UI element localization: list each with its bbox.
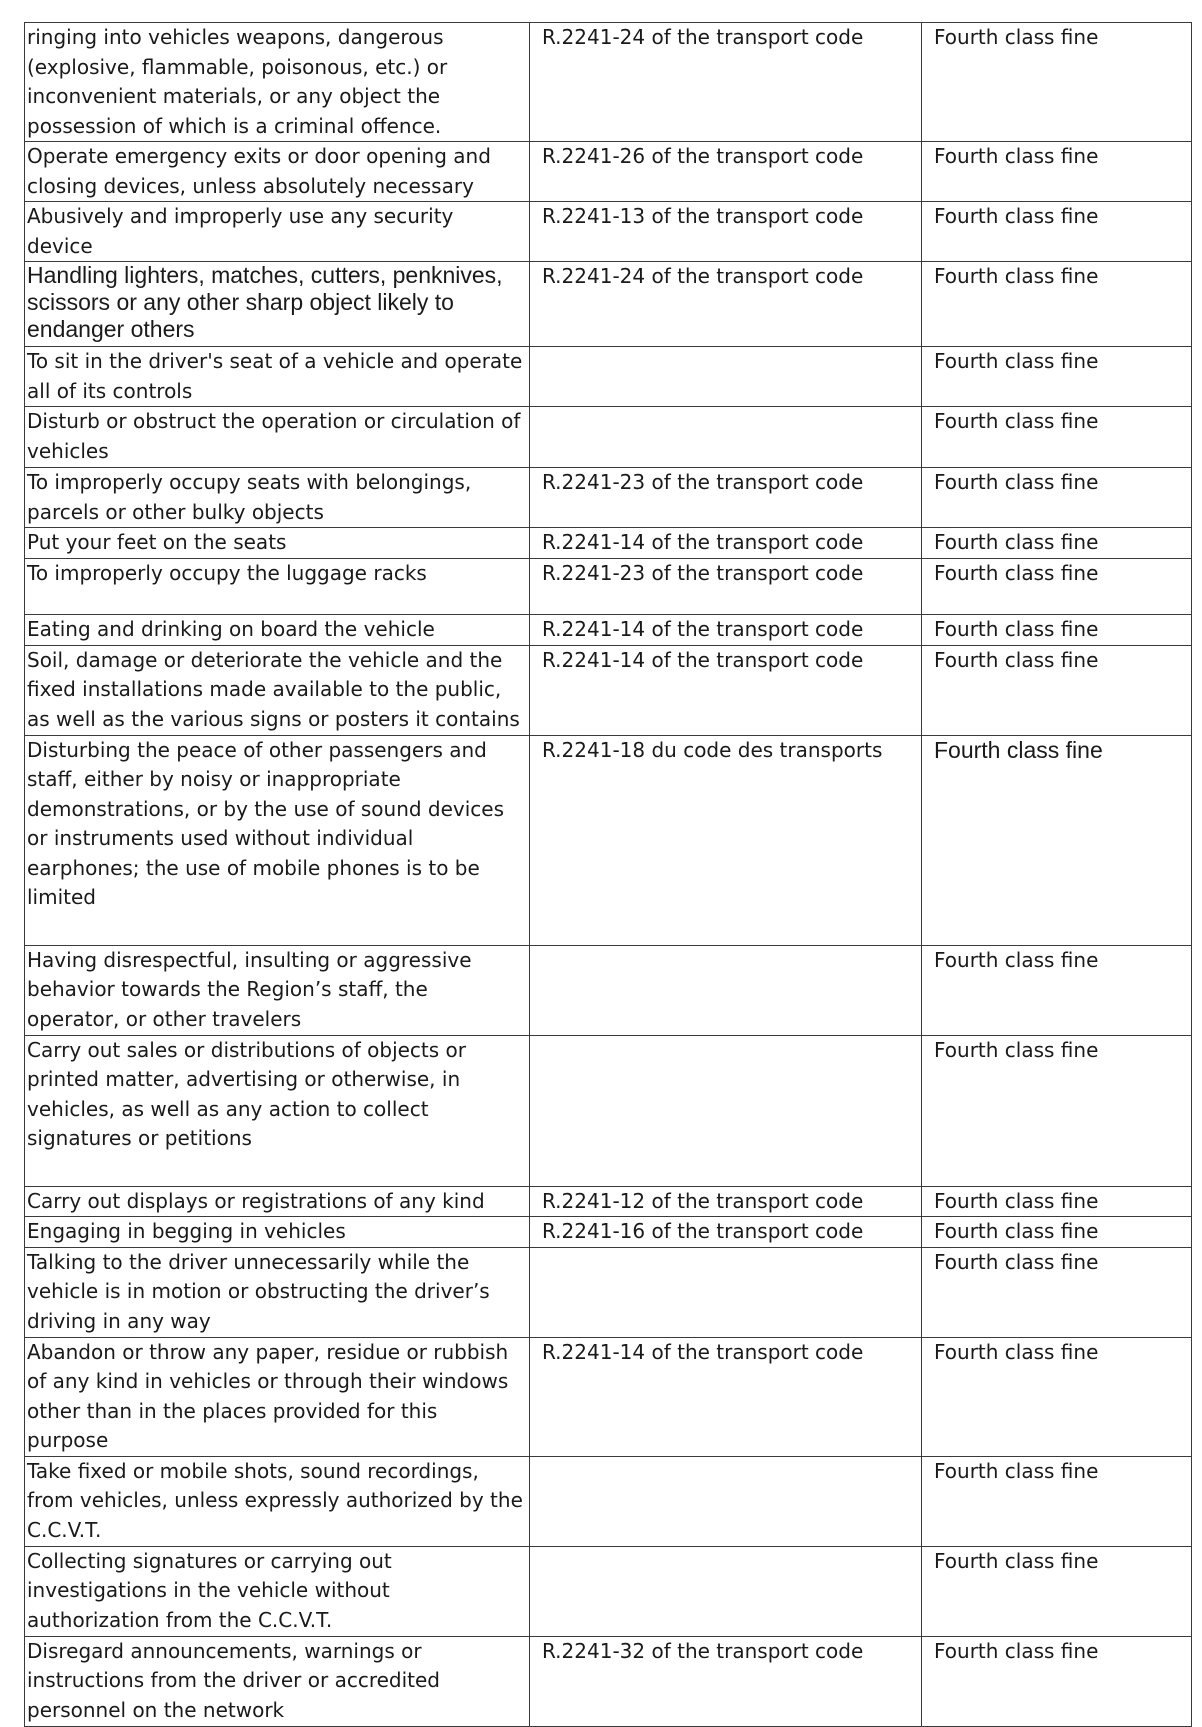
- table-row: [25, 1035, 1192, 1186]
- article-cell: R.2241-18 du code des transports: [530, 735, 922, 945]
- penalty-cell: Fourth class fine: [922, 1636, 1192, 1726]
- penalty-cell: Fourth class fine: [922, 407, 1192, 468]
- penalty-cell: Fourth class fine: [922, 202, 1192, 262]
- penalty-cell: Fourth class fine: [922, 645, 1192, 735]
- table-row: [25, 1636, 1192, 1726]
- penalty-cell: Fourth class fine: [922, 945, 1192, 1035]
- article-cell: R.2241-24 of the transport code: [530, 23, 922, 142]
- table-row: [25, 615, 1192, 646]
- article-cell: [530, 347, 922, 407]
- penalty-cell: Fourth class fine: [922, 468, 1192, 528]
- article-cell: R.2241-14 of the transport code: [530, 1337, 922, 1456]
- table-row: [25, 142, 1192, 202]
- penalty-cell: Fourth class fine: [922, 1546, 1192, 1636]
- infraction-cell: Disregard announcements, warnings or instructions from the driver or accredited personnel on the network: [25, 1636, 530, 1726]
- penalty-cell: Fourth class fine: [922, 23, 1192, 142]
- article-cell: R.2241-13 of the transport code: [530, 202, 922, 262]
- infraction-cell: Handling lighters, matches, cutters, penknives, scissors or any other sharp object likely to endanger others: [25, 262, 530, 347]
- table-row: [25, 1456, 1192, 1546]
- penalty-cell: Fourth class fine: [922, 1035, 1192, 1186]
- infraction-cell: Disturbing the peace of other passengers and staff, either by noisy or inappropriate demonstrations, or by the use of sound devices or instruments used without individual earphones; the use of mobile phones is to be limited: [25, 735, 530, 945]
- infraction-cell: Carry out sales or distributions of objects or printed matter, advertising or otherwise, in vehicles, as well as any action to collect signatures or petitions: [25, 1035, 530, 1186]
- infraction-cell: Disturb or obstruct the operation or circulation of vehicles: [25, 407, 530, 468]
- table-row: [25, 347, 1192, 407]
- article-cell: R.2241-23 of the transport code: [530, 559, 922, 615]
- article-cell: R.2241-26 of the transport code: [530, 142, 922, 202]
- article-cell: R.2241-24 of the transport code: [530, 262, 922, 347]
- infraction-cell: ringing into vehicles weapons, dangerous (explosive, flammable, poisonous, etc.) or inconvenient materials, or any object the possession of which is a criminal offence.: [25, 23, 530, 142]
- penalty-cell: Fourth class fine: [922, 1186, 1192, 1217]
- infraction-cell: To improperly occupy the luggage racks: [25, 559, 530, 615]
- table-row: [25, 262, 1192, 347]
- article-cell: R.2241-14 of the transport code: [530, 528, 922, 559]
- article-cell: R.2241-23 of the transport code: [530, 468, 922, 528]
- penalty-cell: Fourth class fine: [922, 1456, 1192, 1546]
- infraction-cell: Operate emergency exits or door opening and closing devices, unless absolutely necessary: [25, 142, 530, 202]
- penalty-cell: Fourth class fine: [922, 1217, 1192, 1248]
- table-row: [25, 202, 1192, 262]
- infractions-table: [24, 22, 1192, 1727]
- article-cell: R.2241-32 of the transport code: [530, 1636, 922, 1726]
- article-cell: [530, 1456, 922, 1546]
- table-row: [25, 23, 1192, 142]
- article-cell: R.2241-16 of the transport code: [530, 1217, 922, 1248]
- infraction-cell: Having disrespectful, insulting or aggressive behavior towards the Region’s staff, the operator, or other travelers: [25, 945, 530, 1035]
- penalty-cell: Fourth class fine: [922, 347, 1192, 407]
- infraction-cell: Talking to the driver unnecessarily while the vehicle is in motion or obstructing the driver’s driving in any way: [25, 1247, 530, 1337]
- table-row: [25, 559, 1192, 615]
- article-cell: [530, 407, 922, 468]
- penalty-cell: Fourth class fine: [922, 615, 1192, 646]
- article-cell: R.2241-12 of the transport code: [530, 1186, 922, 1217]
- article-cell: R.2241-14 of the transport code: [530, 615, 922, 646]
- article-cell: [530, 1546, 922, 1636]
- table-row: [25, 945, 1192, 1035]
- infraction-cell: To improperly occupy seats with belongings, parcels or other bulky objects: [25, 468, 530, 528]
- penalty-cell: Fourth class fine: [922, 262, 1192, 347]
- penalty-cell: Fourth class fine: [922, 528, 1192, 559]
- penalty-cell: Fourth class fine: [922, 559, 1192, 615]
- infraction-cell: Put your feet on the seats: [25, 528, 530, 559]
- table-row: [25, 1247, 1192, 1337]
- article-cell: R.2241-14 of the transport code: [530, 645, 922, 735]
- penalty-cell: Fourth class fine: [922, 1247, 1192, 1337]
- infraction-cell: Abusively and improperly use any security device: [25, 202, 530, 262]
- infraction-cell: Abandon or throw any paper, residue or rubbish of any kind in vehicles or through their windows other than in the places provided for this purpose: [25, 1337, 530, 1456]
- infraction-cell: Carry out displays or registrations of any kind: [25, 1186, 530, 1217]
- infraction-cell: Soil, damage or deteriorate the vehicle and the fixed installations made available to the public, as well as the various signs or posters it contains: [25, 645, 530, 735]
- document-page: [24, 22, 1191, 1727]
- table-row: [25, 645, 1192, 735]
- penalty-cell: Fourth class fine: [922, 1337, 1192, 1456]
- table-row: [25, 528, 1192, 559]
- table-row: [25, 1546, 1192, 1636]
- table-row: [25, 1186, 1192, 1217]
- infraction-cell: To sit in the driver's seat of a vehicle and operate all of its controls: [25, 347, 530, 407]
- article-cell: [530, 945, 922, 1035]
- penalty-cell: Fourth class fine: [922, 735, 1192, 945]
- table-row: [25, 468, 1192, 528]
- infraction-cell: Engaging in begging in vehicles: [25, 1217, 530, 1248]
- infraction-cell: Eating and drinking on board the vehicle: [25, 615, 530, 646]
- article-cell: [530, 1247, 922, 1337]
- article-cell: [530, 1035, 922, 1186]
- infraction-cell: Take fixed or mobile shots, sound recordings, from vehicles, unless expressly authorized by the C.C.V.T.: [25, 1456, 530, 1546]
- table-row: [25, 407, 1192, 468]
- table-row: [25, 735, 1192, 945]
- table-row: [25, 1337, 1192, 1456]
- table-row: [25, 1217, 1192, 1248]
- infraction-cell: Collecting signatures or carrying out investigations in the vehicle without authorization from the C.C.V.T.: [25, 1546, 530, 1636]
- penalty-cell: Fourth class fine: [922, 142, 1192, 202]
